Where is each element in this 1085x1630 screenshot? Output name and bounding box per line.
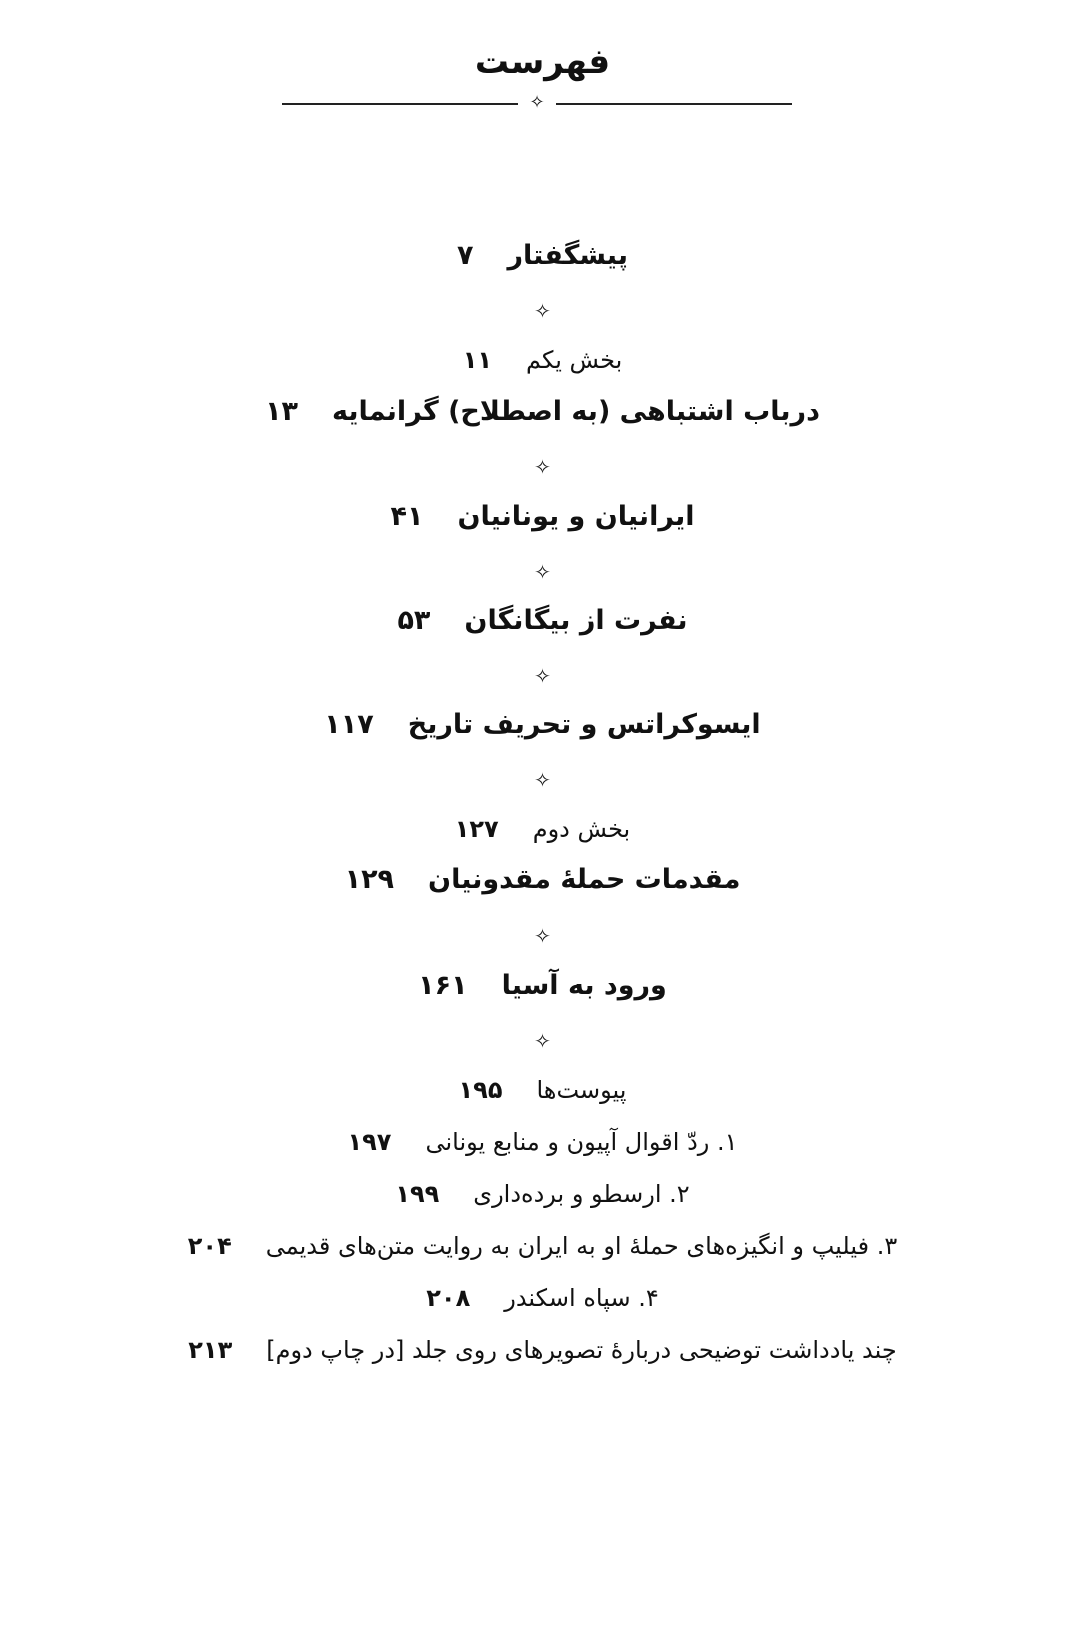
toc-entry-label: ۲. ارسطو و برده‌داری xyxy=(473,1180,690,1208)
toc-entry-page: ۷ xyxy=(457,240,474,271)
toc-entry-appendix xyxy=(0,1227,1085,1265)
toc-entry-label: چند یادداشت توضیحی دربارهٔ تصویرهای روی جلد [در چاپ دوم] xyxy=(266,1336,897,1364)
toc-entry-part-two xyxy=(0,810,1085,848)
toc-entry-appendix xyxy=(0,1175,1085,1213)
diamond-separator-icon: ✧ xyxy=(534,924,551,948)
toc-entry-label: ۱. ردّ اقوال آپیون و منابع یونانی xyxy=(425,1128,738,1156)
toc-entry-label: ورود به آسیا xyxy=(501,970,667,1001)
diamond-separator-icon: ✧ xyxy=(534,560,551,584)
rule-line-right xyxy=(556,103,792,105)
diamond-separator-icon: ✧ xyxy=(534,664,551,688)
toc-entry-notes xyxy=(0,1331,1085,1369)
toc-entry-label: درباب اشتباهی (به اصطلاح) گرانمایه xyxy=(332,396,820,427)
toc-entry-page: ۱۱ xyxy=(462,346,492,374)
toc-entry-page: ۵۳ xyxy=(397,605,431,636)
toc-entry-label: پیوست‌ها xyxy=(536,1076,627,1104)
page-title: فهرست xyxy=(474,42,611,82)
toc-entry-page: ۱۹۷ xyxy=(347,1128,392,1156)
toc-entry-page: ۱۹۵ xyxy=(458,1076,503,1104)
diamond-separator-icon: ✧ xyxy=(534,1029,551,1053)
toc-entry-label: ۴. سپاه اسکندر xyxy=(504,1284,659,1312)
toc-entry-appendix xyxy=(0,1279,1085,1317)
diamond-separator-icon: ✧ xyxy=(534,768,551,792)
toc-entry-page: ۱۹۹ xyxy=(395,1180,440,1208)
toc-entry-chapter xyxy=(0,860,1085,900)
toc-entry-page: ۲۰۴ xyxy=(187,1232,232,1260)
toc-entry-label: ایرانیان و یونانیان xyxy=(457,501,695,532)
toc-entry-label: بخش یکم xyxy=(525,346,623,374)
toc-entry-label: مقدمات حملهٔ مقدونیان xyxy=(428,864,741,895)
rule-line-left xyxy=(282,103,518,105)
toc-entry-page: ۱۳ xyxy=(265,396,299,427)
toc-entry-chapter xyxy=(0,392,1085,432)
toc-entry-label: ایسوکراتس و تحریف تاریخ xyxy=(407,709,761,740)
toc-entry-page: ۱۱۷ xyxy=(324,709,374,740)
toc-entry-preface xyxy=(0,236,1085,276)
toc-entry-label: نفرت از بیگانگان xyxy=(464,605,688,636)
toc-entry-label: پیشگفتار xyxy=(507,240,628,271)
toc-entry-page: ۱۲۷ xyxy=(454,815,499,843)
toc-entry-page: ۴۱ xyxy=(390,501,424,532)
toc-entry-chapter xyxy=(0,497,1085,537)
toc-entry-label: بخش دوم xyxy=(532,815,631,843)
toc-entry-page: ۱۶۱ xyxy=(418,970,468,1001)
toc-entry-chapter xyxy=(0,966,1085,1006)
toc-entry-appendices xyxy=(0,1071,1085,1109)
toc-entry-chapter xyxy=(0,705,1085,745)
toc-entry-part-one xyxy=(0,341,1085,379)
diamond-separator-icon: ✧ xyxy=(534,455,551,479)
toc-entry-label: ۳. فیلیپ و انگیزه‌های حملهٔ او به ایران به روایت متن‌های قدیمی xyxy=(265,1232,898,1260)
toc-entry-page: ۲۰۸ xyxy=(426,1284,471,1312)
diamond-ornament-icon: ✧ xyxy=(529,92,545,113)
toc-entry-page: ۱۲۹ xyxy=(344,864,395,895)
title-rule xyxy=(282,92,792,116)
toc-entry-appendix xyxy=(0,1123,1085,1161)
toc-entry-page: ۲۱۳ xyxy=(188,1336,233,1364)
toc-entry-chapter xyxy=(0,601,1085,641)
diamond-separator-icon: ✧ xyxy=(534,299,551,323)
